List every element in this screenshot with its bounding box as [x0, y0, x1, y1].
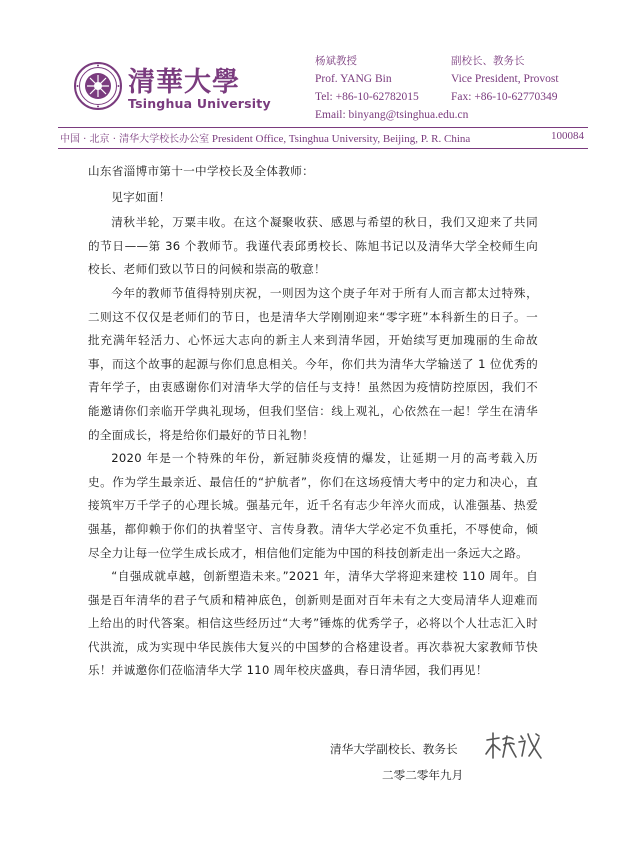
- contact-name-en: Prof. YANG Bin: [315, 73, 392, 85]
- handwritten-signature: [483, 730, 545, 762]
- tsinghua-seal-icon: [74, 62, 122, 110]
- contact-email: Email: binyang@tsinghua.edu.cn: [315, 109, 469, 121]
- contact-name-cn: 杨斌教授: [315, 55, 357, 67]
- letterhead-divider-bottom: [58, 148, 588, 149]
- letter-salutation: 山东省淄博市第十一中学校长及全体教师：: [88, 164, 314, 178]
- left-contact-block: [315, 52, 468, 124]
- tsinghua-wordmark-logo: [128, 58, 240, 98]
- letter-paragraph-1: 清秋半轮，万粟丰收。在这个凝聚收获、感恩与希望的秋日，我们又迎来了共同的节日——第 36 个教师节。我谨代表邱勇校长、陈旭书记以及清华大学全校师生向校长、老师们致以节日的问候和崇高的敬意！: [88, 215, 538, 277]
- address-line: [60, 130, 590, 145]
- letter-paragraph-3: 2020 年是一个特殊的年份，新冠肺炎疫情的爆发，让延期一月的高考载入历史。作为学生最亲近、最信任的“护航者”，你们在这场疫情大考中的定力和决心，直接筑牢万千学子的心理长城。强基元年，近千名有志少年淬火而成，认准强基、热爱强基，都仰赖于你们的执着坚守、言传身教。清华大学必定不负重托，不辱使命，倾尽全力让每一位学生成长成才，相信他们定能为中国的科技创新走出一条远大之路。: [88, 451, 538, 560]
- contact-title-cn: 副校长、教务长: [451, 55, 525, 67]
- letter-date: 二零二零年九月: [382, 768, 464, 782]
- right-contact-block: [451, 52, 559, 106]
- letter-body: [88, 160, 538, 683]
- letter-greeting: 见字如面！: [111, 189, 171, 204]
- letter-paragraph-2: 今年的教师节值得特别庆祝，一则因为这个庚子年对于所有人而言都太过特殊，二则这不仅仅是老师们的节日，也是清华大学刚刚迎来“零字班”本科新生的日子。一批充满年轻活力、心怀远大志向的新主人来到清华园，开始续写更加瑰丽的生命故事，而这个故事的起源与你们息息相关。今年，你们共为清华大学输送了 1 位优秀的青年学子，由衷感谢你们对清华大学的信任与支持！虽然因为疫情防控原因，我们不能邀请你们亲临开学典礼现场，但我们坚信：线上观礼，心依然在一起！学生在清华的全面成长，将是给你们最好的节日礼物！: [88, 285, 538, 442]
- letterhead-divider-top: [58, 127, 588, 128]
- contact-title-en: Vice President, Provost: [451, 73, 559, 85]
- logo-name-en: Tsinghua University: [128, 96, 271, 111]
- letterhead: [0, 0, 618, 150]
- logo-name-cn: 清華大學: [128, 67, 240, 98]
- postal-code: 100084: [551, 130, 584, 142]
- address-cn: 中国 · 北京 · 清华大学校长办公室: [60, 134, 210, 145]
- address-en: President Office, Tsinghua University, Beijing, P. R. China: [211, 133, 471, 145]
- signer-title: 清华大学副校长、教务长: [330, 742, 458, 756]
- letter-paragraph-4: “自强成就卓越，创新塑造未来。”2021 年，清华大学将迎来建校 110 周年。自强是百年清华的君子气质和精神底色，创新则是面对百年未有之大变局清华人迎难而上给出的时代答案。相信这些经历过“大考”锤炼的优秀学子，必将以个人壮志汇入时代洪流，成为实现中华民族伟大复兴的中国梦的合格建设者。再次恭祝大家教师节快乐！并诚邀你们莅临清华大学 110 周年校庆盛典，春日清华园，我们再见！: [88, 569, 538, 678]
- contact-fax: Fax: +86-10-62770349: [451, 91, 558, 103]
- contact-tel: Tel: +86-10-62782015: [315, 91, 419, 103]
